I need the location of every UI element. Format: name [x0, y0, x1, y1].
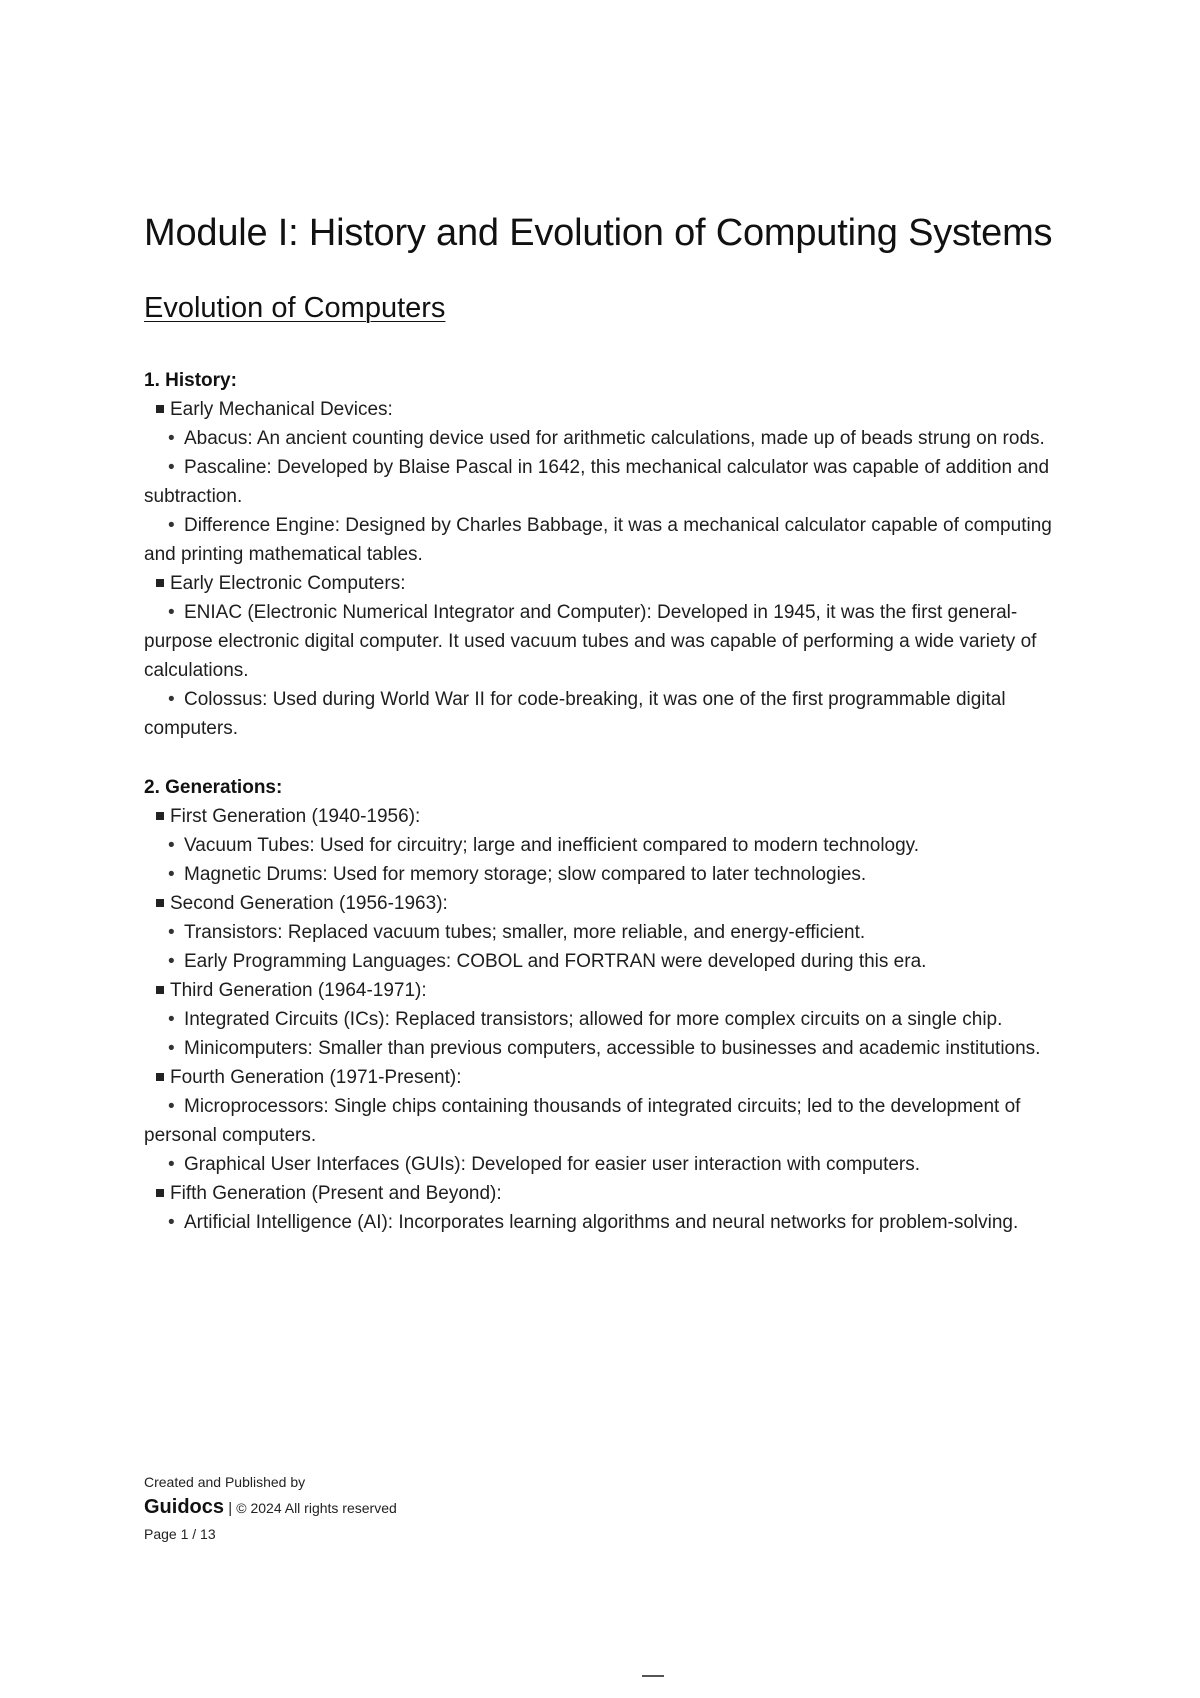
bullet-icon: •: [168, 835, 175, 856]
list-item: • Artificial Intelligence (AI): Incorporates learning algorithms and neural networks for problem-solving.: [144, 1208, 1084, 1237]
page-number: Page 1 / 13: [144, 1526, 216, 1542]
subsection-label: Third Generation (1964-1971):: [144, 976, 1084, 1005]
bullet-icon: •: [168, 1212, 175, 1233]
list-item: • Colossus: Used during World War II for code-breaking, it was one of the first programmable digital computers.: [144, 685, 1084, 743]
brand-row: [144, 1494, 397, 1522]
page-title: Module I: History and Evolution of Computing Systems: [144, 212, 1053, 254]
page-footer: [144, 1470, 397, 1546]
list-item: • Vacuum Tubes: Used for circuitry; large and inefficient compared to modern technology.: [144, 831, 1084, 860]
square-bullet-icon: [156, 1189, 164, 1197]
bullet-icon: •: [168, 1096, 175, 1117]
generations-section: [144, 773, 1084, 1237]
square-bullet-icon: [156, 405, 164, 413]
square-bullet-icon: [156, 899, 164, 907]
bullet-icon: •: [168, 689, 175, 710]
history-section: [144, 366, 1084, 743]
bullet-icon: •: [168, 457, 175, 478]
page-bottom-divider: [642, 1675, 664, 1677]
square-bullet-icon: [156, 986, 164, 994]
square-bullet-icon: [156, 1073, 164, 1081]
list-item: • Magnetic Drums: Used for memory storage; slow compared to later technologies.: [144, 860, 1084, 889]
subsection-label: Second Generation (1956-1963):: [144, 889, 1084, 918]
bullet-icon: •: [168, 428, 175, 449]
subsection-label: Fourth Generation (1971-Present):: [144, 1063, 1084, 1092]
created-by-text: Created and Published by: [144, 1474, 306, 1490]
list-item: • Graphical User Interfaces (GUIs): Developed for easier user interaction with computers.: [144, 1150, 1084, 1179]
copyright-text: © 2024 All rights reserved: [236, 1500, 397, 1516]
separator: |: [228, 1500, 233, 1517]
bullet-icon: •: [168, 864, 175, 885]
list-item: • Integrated Circuits (ICs): Replaced transistors; allowed for more complex circuits on a single chip.: [144, 1005, 1084, 1034]
bullet-icon: •: [168, 1038, 175, 1059]
subsection-label: Early Mechanical Devices:: [144, 395, 1084, 424]
list-item: • ENIAC (Electronic Numerical Integrator and Computer): Developed in 1945, it was the first general-purpose electronic digital computer. It used vacuum tubes and was capable of performing a wide variety of calculations.: [144, 598, 1084, 685]
square-bullet-icon: [156, 812, 164, 820]
bullet-icon: •: [168, 951, 175, 972]
section-title: Evolution of Computers: [144, 292, 446, 324]
generations-heading: 2. Generations:: [144, 777, 283, 798]
document-body: [144, 206, 1084, 1237]
list-item: • Minicomputers: Smaller than previous computers, accessible to businesses and academic institutions.: [144, 1034, 1084, 1063]
subsection-label: First Generation (1940-1956):: [144, 802, 1084, 831]
history-heading: 1. History:: [144, 370, 237, 391]
bullet-icon: •: [168, 602, 175, 623]
subsection-label: Fifth Generation (Present and Beyond):: [144, 1179, 1084, 1208]
bullet-icon: •: [168, 1154, 175, 1175]
list-item: • Early Programming Languages: COBOL and FORTRAN were developed during this era.: [144, 947, 1084, 976]
list-item: • Pascaline: Developed by Blaise Pascal in 1642, this mechanical calculator was capable of addition and subtraction.: [144, 453, 1084, 511]
brand-name: Guidocs: [144, 1496, 225, 1518]
list-item: • Difference Engine: Designed by Charles Babbage, it was a mechanical calculator capable of computing and printing mathematical tables.: [144, 511, 1084, 569]
list-item: • Abacus: An ancient counting device used for arithmetic calculations, made up of beads strung on rods.: [144, 424, 1084, 453]
list-item: • Microprocessors: Single chips containing thousands of integrated circuits; led to the development of personal computers.: [144, 1092, 1084, 1150]
subsection-label: Early Electronic Computers:: [144, 569, 1084, 598]
square-bullet-icon: [156, 579, 164, 587]
bullet-icon: •: [168, 922, 175, 943]
bullet-icon: •: [168, 1009, 175, 1030]
list-item: • Transistors: Replaced vacuum tubes; smaller, more reliable, and energy-efficient.: [144, 918, 1084, 947]
bullet-icon: •: [168, 515, 175, 536]
